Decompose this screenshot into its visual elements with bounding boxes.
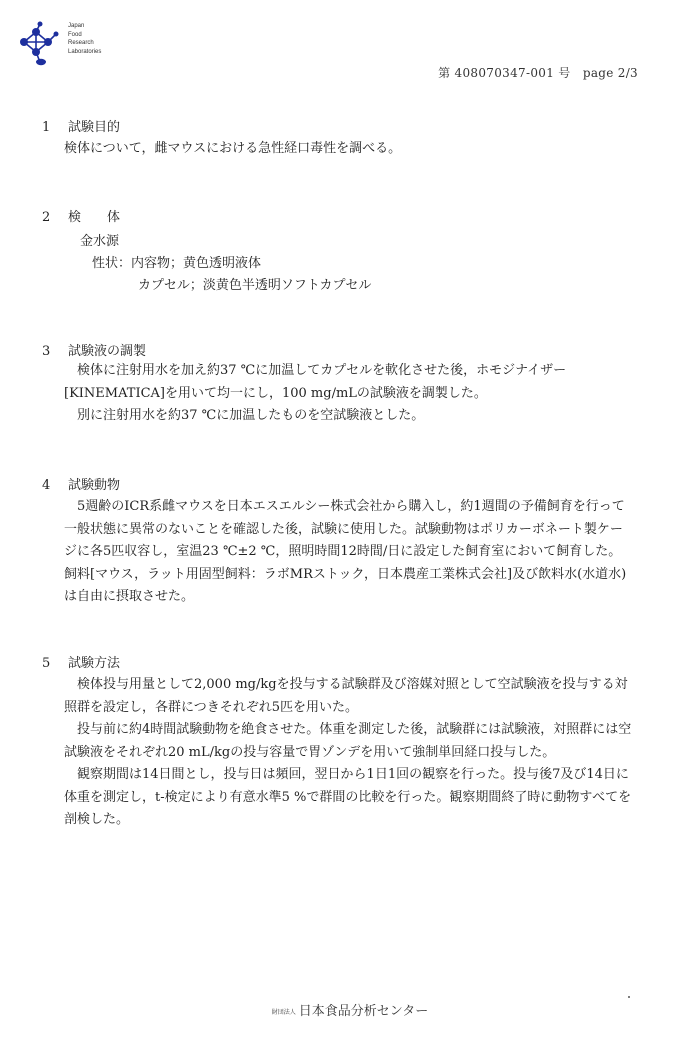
section-number: 2 — [42, 210, 51, 225]
section-heading — [42, 340, 146, 359]
section-number: 3 — [42, 344, 51, 359]
section-number: 5 — [42, 656, 51, 671]
logo-line: Research — [68, 40, 94, 46]
section-title: 試験方法 — [68, 656, 121, 671]
section-text: 検体投与用量として2,000 mg/kgを投与する試験群及び溶媒対照として空試験液を投与する対照群を設定し，各群につきそれぞれ5匹を用いた。 投与前に約4時間試験動物を絶食させた。体重を測定した後，試験群には試験液，対照群には空試験液をそれぞれ20 mL/kgの投与容量で胃ゾンデを用いて強制単回経口投与した。 観察期間は14日間とし，投与日は頻回，翌日から1日1回の観察を行った。投与後7及び14日に体重を測定し，t-検定により有意水準5 %で群間の比較を行った。観察期間終了時に動物すべてを剖検した。 — [64, 677, 632, 827]
logo-text — [68, 22, 101, 56]
section-heading — [42, 116, 120, 135]
section-title: 試験液の調製 — [68, 344, 147, 359]
footer-prefix: 財団法人 — [271, 1010, 296, 1017]
section-heading — [42, 206, 120, 225]
section-text: 検体について，雌マウスにおける急性経口毒性を調べる。 — [64, 141, 402, 156]
scan-speck — [628, 996, 630, 998]
sample-property-contents: 性状：内容物；黄色透明液体 — [92, 256, 262, 271]
jfrl-logo — [14, 18, 124, 68]
section-title: 試験目的 — [68, 120, 121, 135]
section-text: 検体に注射用水を加え約37 ℃に加温してカプセルを軟化させた後，ホモジナイザー[KINEMATICA]を用いて均一にし，100 mg/mLの試験液を調製した。 別に注射用水を約37 ℃に加温したものを空試験液とした。 — [64, 363, 567, 423]
logo-line: Japan — [68, 23, 85, 29]
footer-org-name: 日本食品分析センター — [298, 1003, 429, 1018]
section-number: 4 — [42, 478, 51, 493]
section-heading — [42, 474, 120, 493]
section-text: 5週齢のICR系雌マウスを日本エスエルシー株式会社から購入し，約1週間の予備飼育を行って一般状態に異常のないことを確認した後，試験に使用した。試験動物はポリカーボネート製ケージに各5匹収容し，室温23 ℃±2 ℃，照明時間12時間/日に設定した飼育室において飼育した。飼料[マウス，ラット用固型飼料：ラボMRストック，日本農産工業株式会社]及び飲料水(水道水)は自由に摂取させた。 — [64, 499, 627, 604]
section-title: 試験動物 — [68, 478, 121, 493]
footer-organization — [0, 1000, 700, 1019]
logo-line: Laboratories — [68, 48, 102, 55]
section-number: 1 — [42, 120, 51, 135]
molecule-logo-icon — [14, 18, 64, 66]
logo-line: Food — [68, 31, 82, 38]
sample-property-capsule: カプセル；淡黄色半透明ソフトカプセル — [138, 278, 372, 293]
document-reference: 第 408070347-001 号 page 2/3 — [438, 66, 638, 80]
section-heading — [42, 652, 120, 671]
section-title: 検 体 — [68, 210, 121, 225]
sample-name: 金水源 — [80, 234, 120, 249]
